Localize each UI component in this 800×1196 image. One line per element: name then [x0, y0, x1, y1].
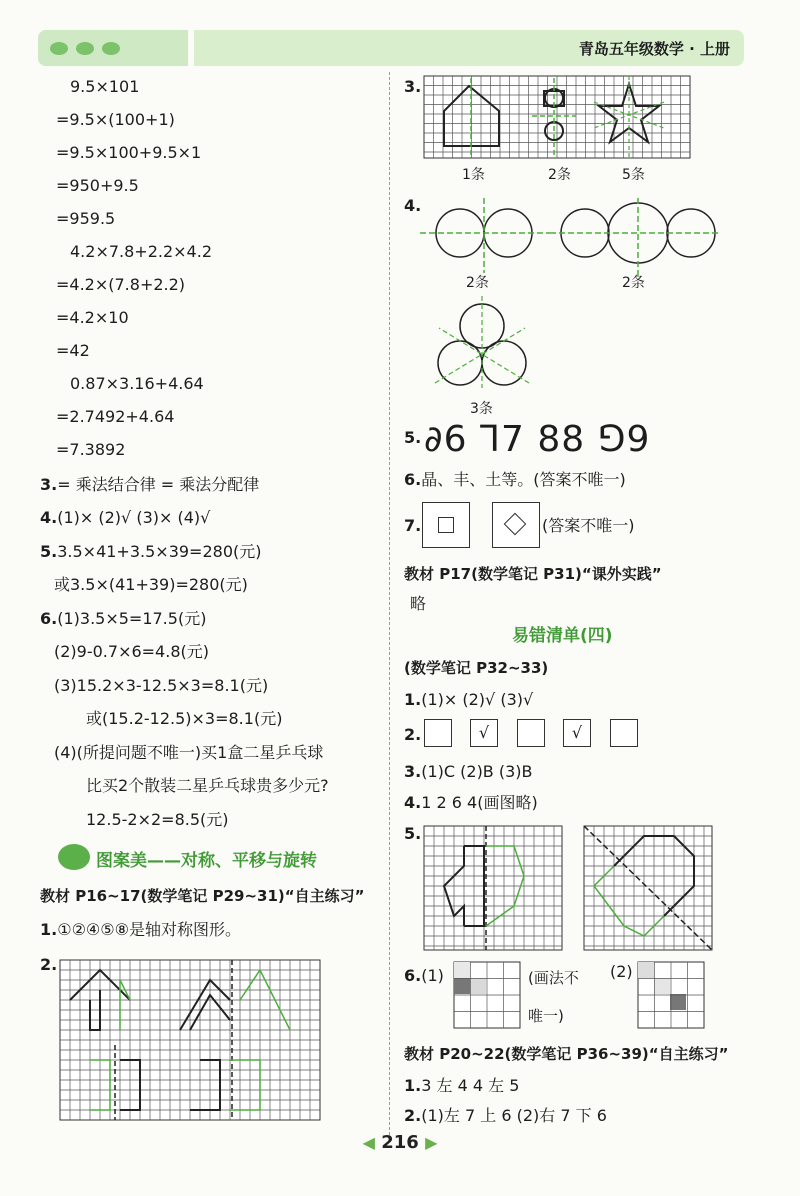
figure-caption: 2条 — [622, 275, 645, 291]
question-1 — [40, 920, 241, 940]
question-number: 3. — [404, 77, 422, 96]
figure-caption: 1条 — [462, 167, 485, 183]
check-box — [610, 719, 638, 747]
answer-line: 或(15.2-12.5)×3=8.1(元) — [86, 709, 283, 728]
section-title: 易错清单(四) — [512, 626, 613, 646]
question-6 — [40, 609, 206, 629]
question-number: 6. — [404, 470, 422, 489]
error-question-3 — [404, 762, 533, 782]
error-question-4 — [404, 793, 538, 813]
error-question-5 — [404, 824, 421, 844]
answer-text: 3.5×41+3.5×39=280(元) — [57, 542, 262, 561]
question-number: 5. — [404, 428, 422, 447]
answer-box — [492, 502, 540, 548]
answer-text: (1)3.5×5=17.5(元) — [57, 609, 207, 628]
calc-line: =4.2×(7.8+2.2) — [56, 275, 186, 294]
answer-text: (1)× (2)√ (3)× (4)√ — [57, 508, 211, 527]
section-icon — [58, 844, 90, 870]
question-3 — [404, 77, 421, 97]
calc-line: 4.2×7.8+2.2×4.2 — [70, 242, 212, 261]
question-5 — [40, 542, 261, 562]
question-number: 6. — [40, 609, 58, 628]
answer-text: 1 2 6 4(画图略) — [421, 793, 538, 812]
check-box — [424, 719, 452, 747]
q4-circles-figure — [420, 198, 720, 398]
answer-note: (画法不 — [528, 969, 579, 987]
question-number: 7. — [404, 516, 422, 535]
calc-line: 9.5×101 — [70, 77, 140, 96]
question-number: 2. — [404, 725, 422, 744]
error-question-2 — [404, 725, 421, 745]
q3-symmetry-grid — [424, 76, 690, 158]
question-number: 2. — [404, 1106, 422, 1125]
e6-grid-1 — [454, 962, 520, 1028]
figure-caption: 2条 — [548, 167, 571, 183]
right-arrow-icon: ▶ — [425, 1133, 438, 1152]
page-number: 216 — [381, 1132, 419, 1153]
answer-note: 唯一) — [528, 1007, 564, 1025]
figure-caption: 2条 — [466, 275, 489, 291]
answer-line: 12.5-2×2=8.5(元) — [86, 810, 229, 829]
answer-line: (3)15.2×3-12.5×3=8.1(元) — [54, 676, 269, 695]
left-arrow-icon: ◀ — [362, 1133, 375, 1152]
mirror-digits: ∂6 ⅂7 88 ⅁9 — [424, 419, 651, 460]
part-label: (1) — [421, 966, 444, 985]
notebook-reference: (数学笔记 P32~33) — [404, 659, 549, 677]
question-7 — [404, 516, 421, 536]
answer-text: = 乘法结合律 = 乘法分配律 — [57, 475, 260, 494]
question-number: 1. — [40, 920, 58, 939]
answer-text: 略 — [410, 594, 427, 613]
question-2 — [40, 955, 57, 975]
calc-line: =9.5×100+9.5×1 — [56, 143, 202, 162]
error-question-1 — [404, 690, 533, 710]
figure-caption: 5条 — [622, 167, 645, 183]
check-box: √ — [470, 719, 498, 747]
question-number: 4. — [40, 508, 58, 527]
question-number: 5. — [404, 824, 422, 843]
check-box: √ — [563, 719, 591, 747]
answer-text: (1)C (2)B (3)B — [421, 762, 533, 781]
calc-line: =2.7492+4.64 — [56, 407, 175, 426]
calc-line: =4.2×10 — [56, 308, 129, 327]
calc-line: =959.5 — [56, 209, 116, 228]
textbook-reference: 教材 P16~17(数学笔记 P29~31)“自主练习” — [40, 887, 365, 905]
answer-text: (1)左 7 上 6 (2)右 7 下 6 — [421, 1106, 607, 1125]
header-band — [194, 30, 744, 66]
question-number: 3. — [40, 475, 58, 494]
calc-line: =7.3892 — [56, 440, 126, 459]
e5-grid-left — [424, 826, 562, 950]
q2-grid-figure — [60, 960, 320, 1120]
section-title: 图案美——对称、平移与旋转 — [96, 851, 317, 871]
calc-line: =9.5×(100+1) — [56, 110, 175, 129]
textbook-reference: 教材 P17(数学笔记 P31)“课外实践” — [404, 565, 662, 583]
question-4 — [404, 196, 421, 216]
question-3 — [40, 475, 259, 495]
textbook-reference: 教材 P20~22(数学笔记 P36~39)“自主练习” — [404, 1045, 729, 1063]
answer-line: (4)(所提问题不唯一)买1盒二星乒乓球 — [54, 743, 324, 762]
calc-line: 0.87×3.16+4.64 — [70, 374, 204, 393]
page-footer — [0, 1132, 800, 1153]
green-dot-icon — [102, 42, 120, 55]
e6-grid-2 — [638, 962, 704, 1028]
answer-text: ①②④⑤⑧是轴对称图形。 — [57, 920, 241, 939]
question-number: 4. — [404, 793, 422, 812]
calc-line: =42 — [56, 341, 90, 360]
column-divider — [389, 72, 390, 1140]
question-6 — [404, 470, 626, 490]
green-dot-icon — [76, 42, 94, 55]
answer-line: 比买2个散装二星乒乓球贵多少元? — [86, 776, 329, 795]
answer-note: (答案不唯一) — [542, 516, 635, 535]
book-title: 青岛五年级数学 · 上册 — [578, 40, 730, 58]
practice-question-2 — [404, 1106, 607, 1126]
answer-text: (1)× (2)√ (3)√ — [421, 690, 534, 709]
page-header — [38, 30, 744, 66]
question-number: 1. — [404, 690, 422, 709]
header-decoration — [38, 30, 188, 66]
question-number: 4. — [404, 196, 422, 215]
question-5 — [404, 428, 421, 448]
question-number: 5. — [40, 542, 58, 561]
figure-caption: 3条 — [470, 401, 493, 417]
error-question-6 — [404, 966, 444, 986]
answer-line: (2)9-0.7×6=4.8(元) — [54, 642, 209, 661]
question-number: 6. — [404, 966, 422, 985]
e5-grid-right — [584, 826, 712, 950]
part-label: (2) — [610, 962, 633, 981]
answer-line: 或3.5×(41+39)=280(元) — [54, 575, 248, 594]
check-box — [517, 719, 545, 747]
answer-text: 晶、丰、土等。(答案不唯一) — [421, 470, 626, 489]
answer-box — [422, 502, 470, 548]
answer-text: 3 左 4 4 左 5 — [421, 1076, 520, 1095]
question-number: 3. — [404, 762, 422, 781]
question-number: 2. — [40, 955, 58, 974]
question-4 — [40, 508, 210, 528]
practice-question-1 — [404, 1076, 519, 1096]
green-dot-icon — [50, 42, 68, 55]
calc-line: =950+9.5 — [56, 176, 139, 195]
question-number: 1. — [404, 1076, 422, 1095]
